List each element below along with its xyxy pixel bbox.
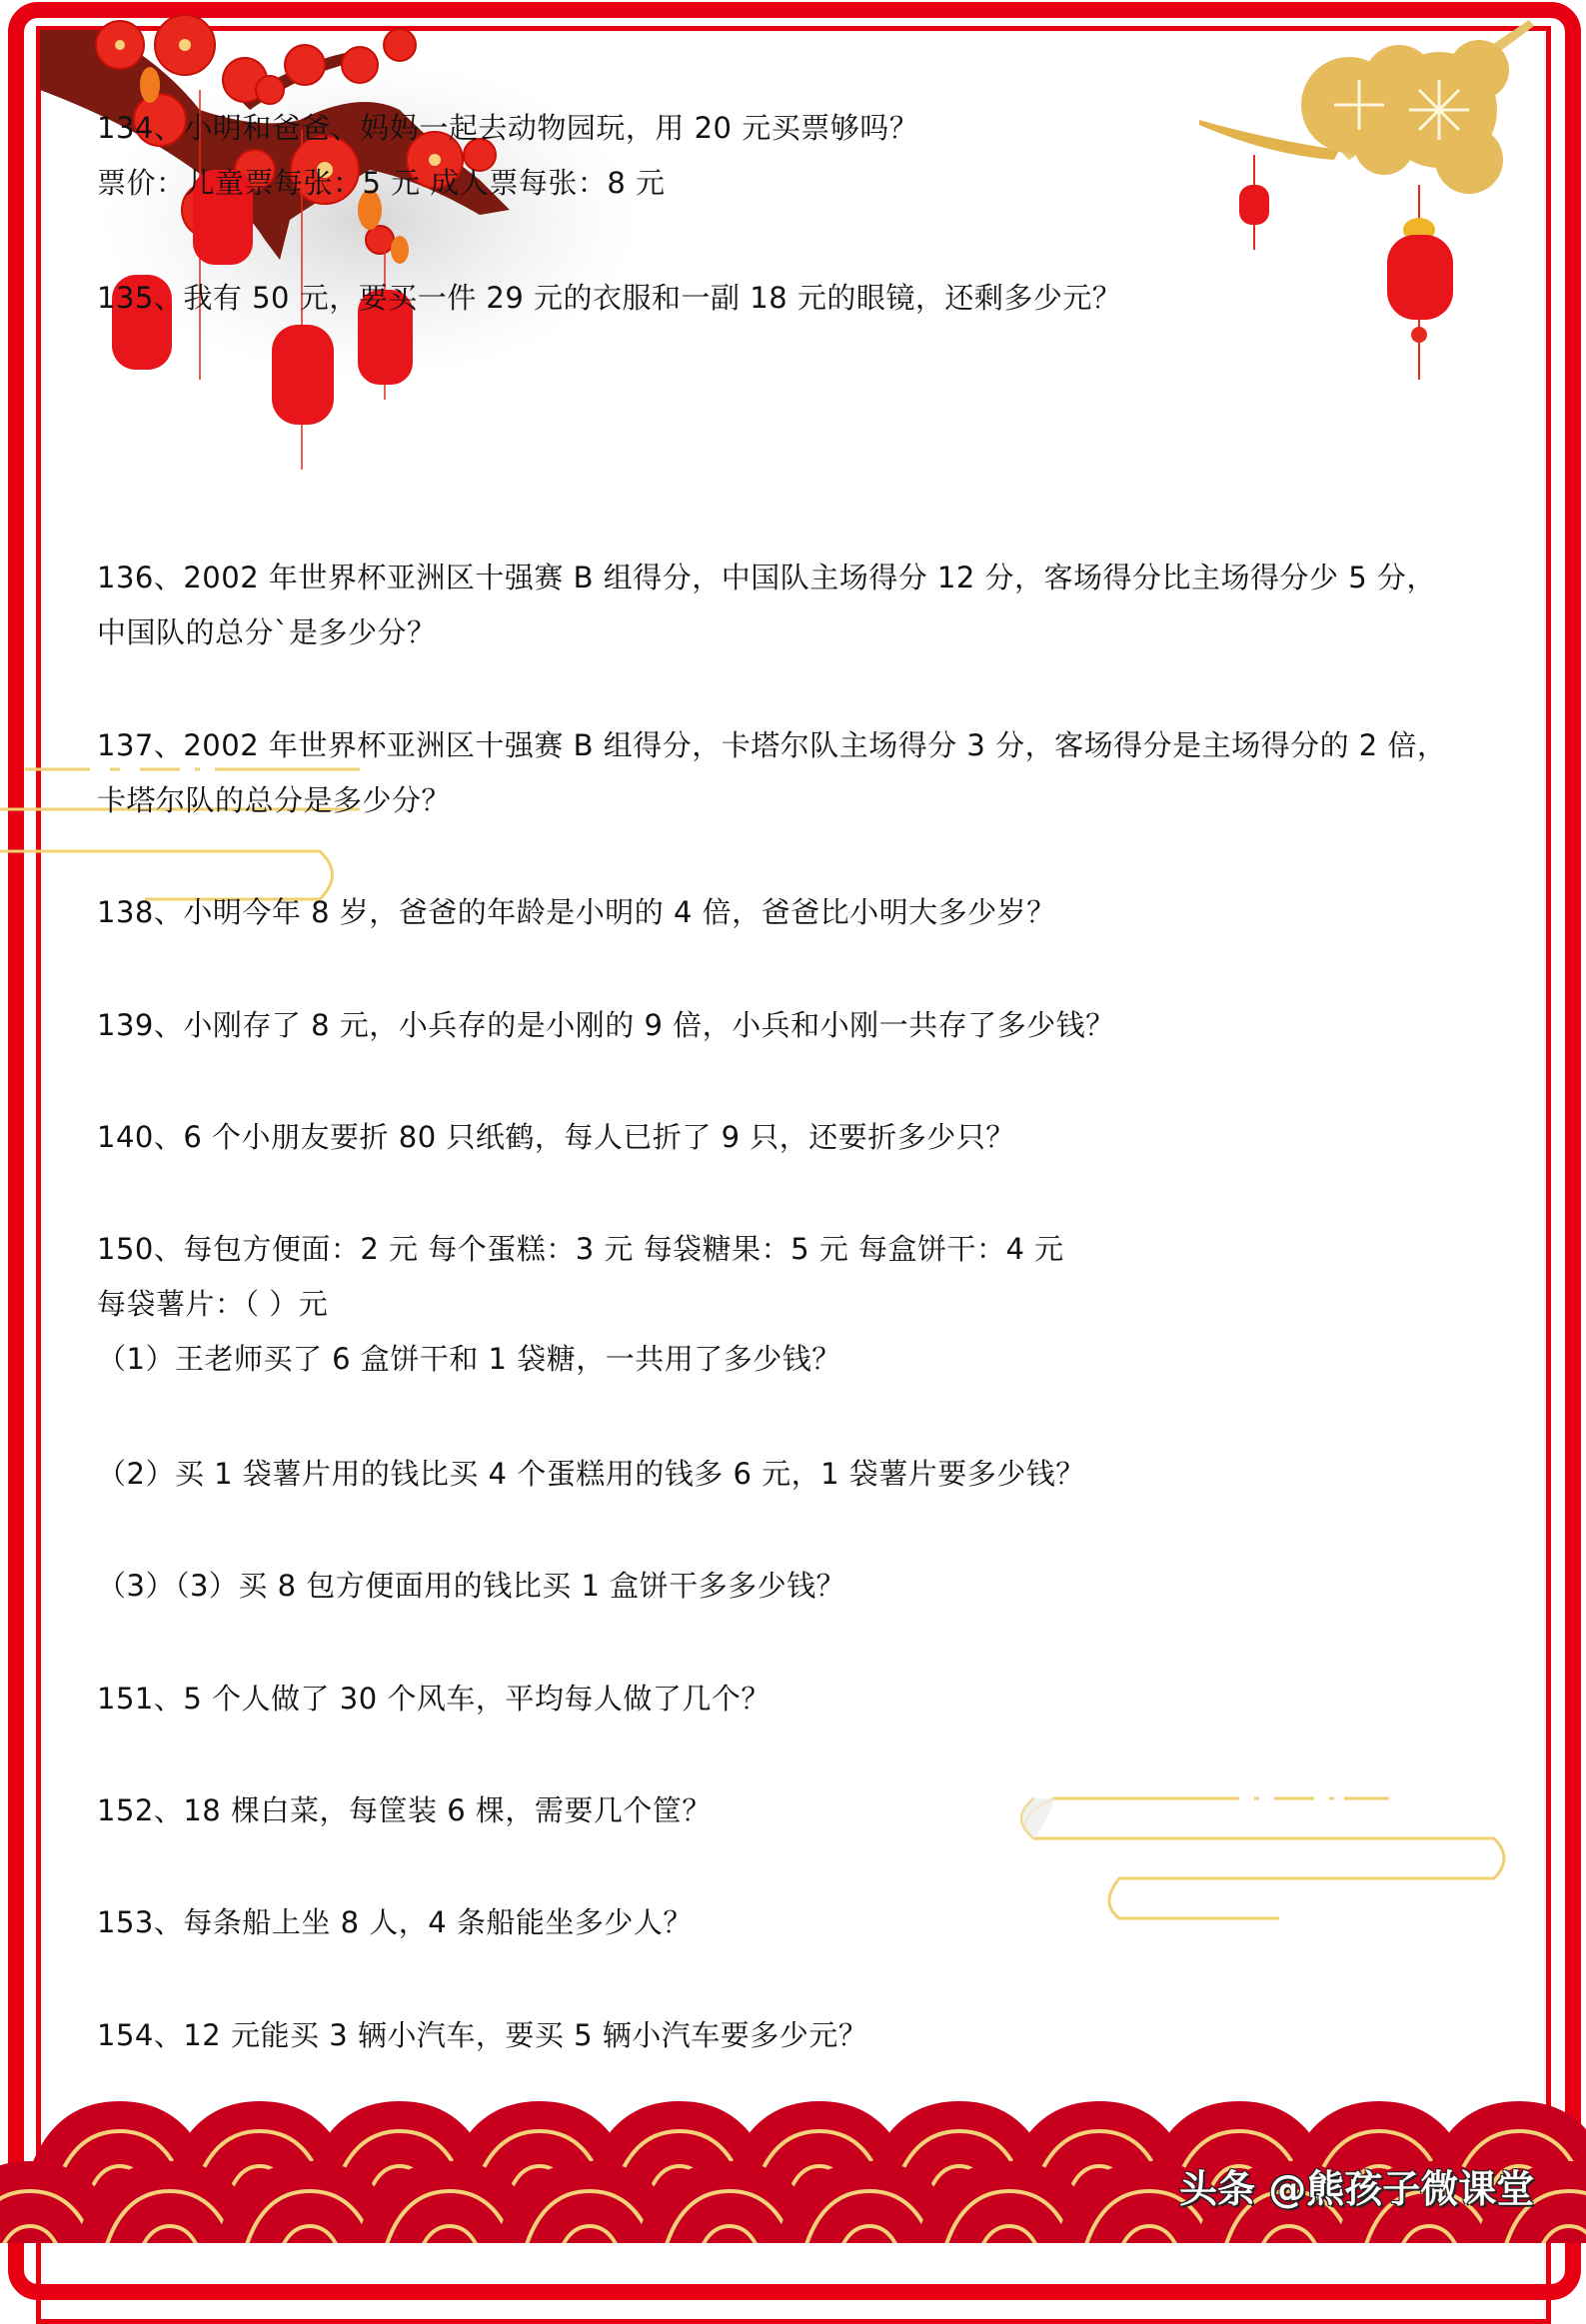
question-150-part-2 [97, 1454, 1085, 1494]
question-138 [97, 892, 1056, 932]
question-line: 150、每包方便面：2 元 每个蛋糕：3 元 每袋糖果：5 元 每盒饼干：4 元 [97, 1232, 1064, 1266]
question-140 [97, 1117, 1015, 1157]
question-154 [97, 2015, 867, 2055]
question-line: 154、12 元能买 3 辆小汽车，要买 5 辆小汽车要多少元？ [97, 2018, 868, 2052]
question-136 [97, 558, 1436, 652]
question-137 [97, 725, 1446, 820]
question-line: （2）买 1 袋薯片用的钱比买 4 个蛋糕用的钱多 6 元，1 袋薯片要多少钱？ [97, 1457, 1085, 1491]
watermark: 头条 @熊孩子微课堂 [1179, 2167, 1535, 2211]
question-line: 卡塔尔队的总分是多少分？ [97, 783, 452, 817]
question-150 [97, 1229, 1064, 1379]
question-line: 137、2002 年世界杯亚洲区十强赛 B 组得分，卡塔尔队主场得分 3 分，客场得分是主场得分的 2 倍， [97, 728, 1447, 762]
question-135 [97, 278, 1121, 318]
golden-flower-lantern-decoration [1189, 20, 1549, 380]
plum-blossom-branch-decoration [40, 0, 680, 480]
question-line: 每袋薯片：（ ）元 [97, 1287, 329, 1321]
question-line: 151、5 个人做了 30 个风车，平均每人做了几个？ [97, 1682, 771, 1716]
question-134 [97, 108, 918, 203]
question-line: 135、我有 50 元，要买一件 29 元的衣服和一副 18 元的眼镜，还剩多少元？ [97, 281, 1122, 315]
question-line: 153、每条船上坐 8 人，4 条船能坐多少人？ [97, 1905, 693, 1939]
question-153 [97, 1902, 693, 1942]
question-line: （1）王老师买了 6 盒饼干和 1 袋糖，一共用了多少钱？ [97, 1342, 841, 1376]
question-line: 136、2002 年世界杯亚洲区十强赛 B 组得分，中国队主场得分 12 分，客场得分比主场得分少 5 分， [97, 561, 1436, 594]
question-line: 中国队的总分`是多少分？ [97, 615, 437, 649]
question-line: 152、18 棵白菜，每筐装 6 棵，需要几个筐？ [97, 1793, 712, 1827]
question-139 [97, 1005, 1115, 1045]
question-line: 139、小刚存了 8 元，小兵存的是小刚的 9 倍，小兵和小刚一共存了多少钱？ [97, 1008, 1115, 1042]
question-line: 138、小明今年 8 岁，爸爸的年龄是小明的 4 倍，爸爸比小明大多少岁？ [97, 895, 1056, 929]
gold-cloud-decoration-right [1004, 1793, 1564, 1933]
question-line: 134、小明和爸爸、妈妈一起去动物园玩，用 20 元买票够吗？ [97, 111, 919, 145]
question-150-part-3 [97, 1566, 845, 1606]
question-line: 140、6 个小朋友要折 80 只纸鹤，每人已折了 9 只，还要折多少只？ [97, 1120, 1015, 1154]
question-line: （3）（3）买 8 包方便面用的钱比买 1 盒饼干多多少钱？ [97, 1569, 846, 1603]
question-151 [97, 1679, 771, 1719]
question-152 [97, 1790, 712, 1830]
question-line: 票价：儿童票每张：5 元 成人票每张：8 元 [97, 166, 666, 200]
